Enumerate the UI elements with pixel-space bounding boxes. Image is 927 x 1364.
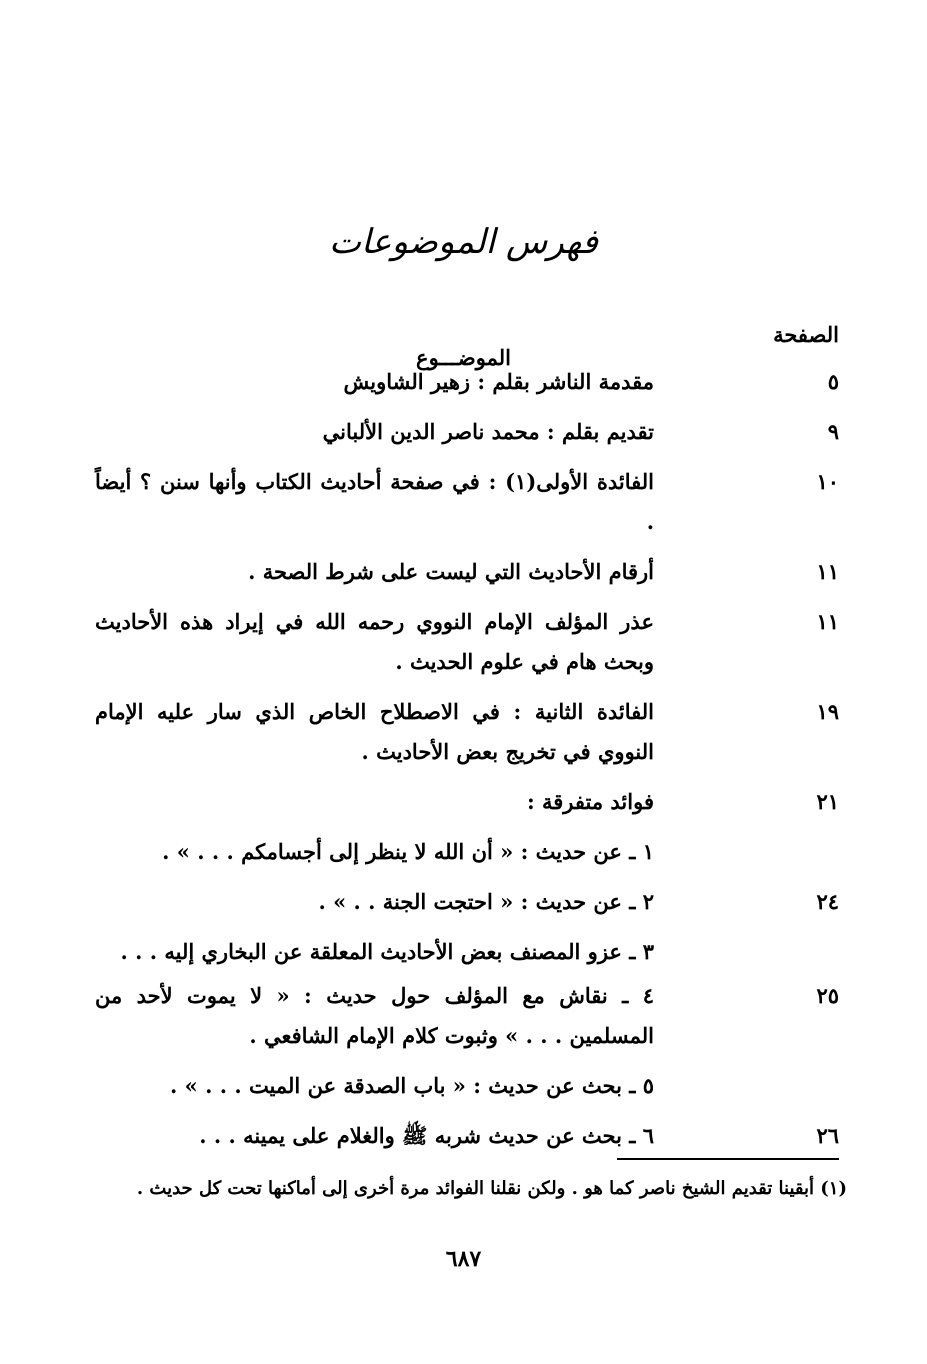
toc-page-number: ٢٦ bbox=[816, 1123, 839, 1148]
toc-entry: ٤ ـ نقاش مع المؤلف حول حديث : « لا يموت لأحد من المسلمين . . . » وثبوت كلام الإمام الشافعي . bbox=[95, 983, 654, 1048]
toc-row bbox=[95, 976, 839, 1056]
toc-row bbox=[95, 412, 839, 452]
toc-entry: الفائدة الأولى(١) : في صفحة أحاديث الكتاب وأنها سنن ؟ أيضاً . bbox=[95, 469, 654, 534]
toc-row bbox=[95, 832, 839, 872]
toc-entry: فوائد متفرقة : bbox=[526, 789, 654, 814]
toc-page-number: ١٠ bbox=[816, 469, 839, 494]
page-title: فهرس الموضوعات bbox=[328, 222, 599, 262]
toc-row bbox=[95, 932, 839, 972]
page-number: ٦٨٧ bbox=[445, 1246, 482, 1272]
column-header-page: الصفحة bbox=[773, 322, 839, 347]
toc-row bbox=[95, 882, 839, 922]
toc-page-number: ١١ bbox=[816, 609, 839, 634]
toc-page-number: ٢٥ bbox=[816, 983, 839, 1008]
toc-list bbox=[95, 362, 839, 1156]
toc-entry: مقدمة الناشر بقلم : زهير الشاويش bbox=[343, 369, 654, 394]
toc-entry: ٢ ـ عن حديث : « احتجت الجنة . . » . bbox=[318, 889, 654, 914]
toc-page-number: ٢٤ bbox=[816, 889, 839, 914]
toc-entry: ١ ـ عن حديث : « أن الله لا ينظر إلى أجسامكم . . . » . bbox=[162, 839, 654, 864]
toc-entry: ٣ ـ عزو المصنف بعض الأحاديث المعلقة عن البخاري إليه . . . bbox=[120, 939, 654, 964]
toc-entry: عذر المؤلف الإمام النووي رحمه الله في إيراد هذه الأحاديث وبحث هام في علوم الحديث . bbox=[95, 609, 654, 674]
toc-entry: ٦ ـ بحث عن حديث شربه ﷺ والغلام على يمينه . . . bbox=[199, 1123, 654, 1148]
toc-page-number: ١١ bbox=[816, 559, 839, 584]
toc-row bbox=[95, 462, 839, 542]
toc-row bbox=[95, 1116, 839, 1156]
toc-entry: الفائدة الثانية : في الاصطلاح الخاص الذي سار عليه الإمام النووي في تخريج بعض الأحاديث . bbox=[95, 699, 654, 764]
toc-row bbox=[95, 552, 839, 592]
toc-entry: ٥ ـ بحث عن حديث : « باب الصدقة عن الميت . . . » . bbox=[170, 1073, 654, 1098]
toc-page-number: ٥ bbox=[827, 369, 839, 394]
toc-entry: تقديم بقلم : محمد ناصر الدين الألباني bbox=[322, 419, 654, 444]
toc-entry: أرقام الأحاديث التي ليست على شرط الصحة . bbox=[248, 559, 654, 584]
toc-row bbox=[95, 362, 839, 402]
toc-row bbox=[95, 692, 839, 772]
toc-row bbox=[95, 1066, 839, 1106]
footnote: (١) أبقينا تقديم الشيخ ناصر كما هو . ولكن نقلنا الفوائد مرة أخرى إلى أماكنها تحت كل حديث . bbox=[136, 1178, 847, 1199]
toc-row bbox=[95, 602, 839, 682]
toc-row bbox=[95, 782, 839, 822]
footnote-divider bbox=[617, 1158, 839, 1160]
column-header-topic: الموضـــوع bbox=[416, 345, 511, 370]
toc-page-number: ٩ bbox=[827, 419, 839, 444]
toc-page-number: ١٩ bbox=[816, 699, 839, 724]
toc-page-number: ٢١ bbox=[816, 789, 839, 814]
